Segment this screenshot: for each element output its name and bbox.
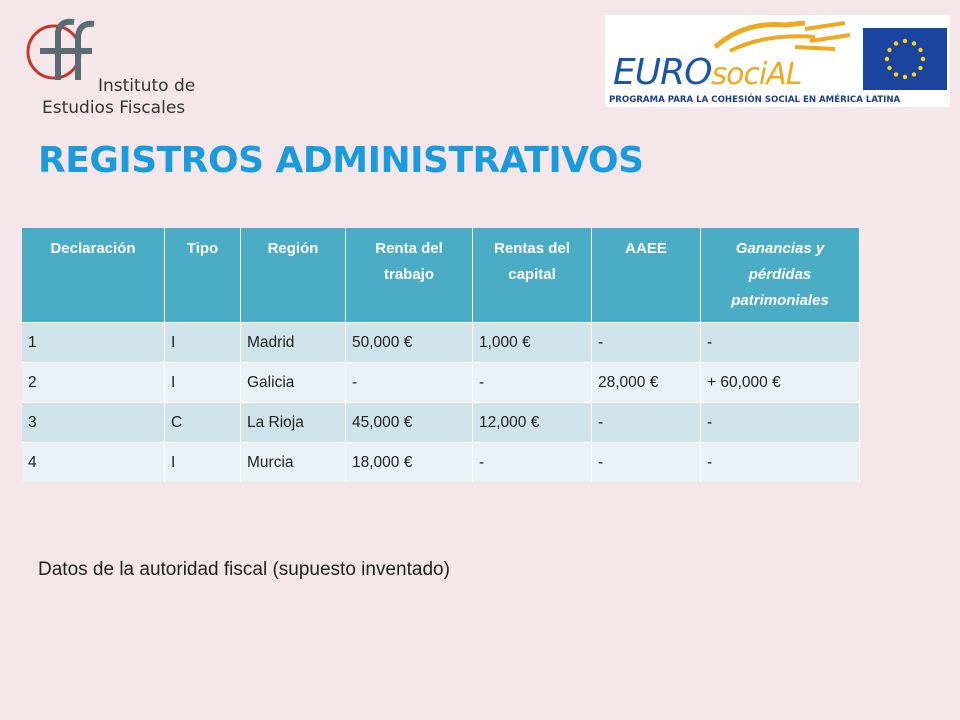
- table-cell: -: [346, 363, 473, 403]
- ief-name-line2: Estudios Fiscales: [42, 98, 186, 118]
- table-cell: 1,000 €: [473, 323, 592, 363]
- table-cell: 12,000 €: [473, 403, 592, 443]
- table-caption: Datos de la autoridad fiscal (supuesto inventado): [38, 559, 450, 580]
- table-cell: La Rioja: [241, 403, 346, 443]
- col-header-ganancias: Ganancias y pérdidas patrimoniales: [701, 228, 860, 323]
- eu-flag-icon: [863, 28, 947, 90]
- eurosocial-word-euro: EURO: [613, 52, 712, 93]
- table-cell: I: [165, 443, 241, 483]
- eurosocial-tagline: PROGRAMA PARA LA COHESIÓN SOCIAL EN AMÉRICA LATINA: [605, 93, 950, 107]
- table-cell: -: [701, 403, 860, 443]
- eurosocial-logo: [605, 15, 950, 107]
- table-cell: Madrid: [241, 323, 346, 363]
- eurosocial-word-social: sociAL: [711, 57, 802, 92]
- table-row: [22, 323, 860, 363]
- table-cell: 28,000 €: [592, 363, 701, 403]
- eurosocial-swoosh-icon: [685, 17, 885, 57]
- table-cell: 3: [22, 403, 165, 443]
- table-cell: I: [165, 323, 241, 363]
- col-header-declaracion: Declaración: [22, 228, 165, 323]
- table-cell: I: [165, 363, 241, 403]
- table-cell: 50,000 €: [346, 323, 473, 363]
- table-cell: -: [473, 443, 592, 483]
- ief-name-line1: Instituto de: [98, 76, 196, 96]
- ief-logo: [18, 14, 218, 118]
- table-cell: 4: [22, 443, 165, 483]
- table-cell: -: [592, 323, 701, 363]
- table-cell: Galicia: [241, 363, 346, 403]
- table-cell: 18,000 €: [346, 443, 473, 483]
- table-cell: 45,000 €: [346, 403, 473, 443]
- col-header-tipo: Tipo: [165, 228, 241, 323]
- table-header-row: [22, 228, 860, 323]
- table-cell: -: [701, 443, 860, 483]
- table-cell: 2: [22, 363, 165, 403]
- table-row: [22, 363, 860, 403]
- eurosocial-wordmark: [613, 52, 802, 93]
- table-cell: + 60,000 €: [701, 363, 860, 403]
- table-cell: -: [473, 363, 592, 403]
- col-header-renta-trabajo: Renta del trabajo: [346, 228, 473, 323]
- table-cell: -: [701, 323, 860, 363]
- table-cell: -: [592, 443, 701, 483]
- table-cell: -: [592, 403, 701, 443]
- page-title: REGISTROS ADMINISTRATIVOS: [38, 140, 644, 181]
- table-cell: Murcia: [241, 443, 346, 483]
- table-cell: 1: [22, 323, 165, 363]
- table-row: [22, 403, 860, 443]
- table-row: [22, 443, 860, 483]
- col-header-aaee: AAEE: [592, 228, 701, 323]
- col-header-rentas-capital: Rentas del capital: [473, 228, 592, 323]
- table-cell: C: [165, 403, 241, 443]
- col-header-region: Región: [241, 228, 346, 323]
- records-table: [22, 228, 860, 482]
